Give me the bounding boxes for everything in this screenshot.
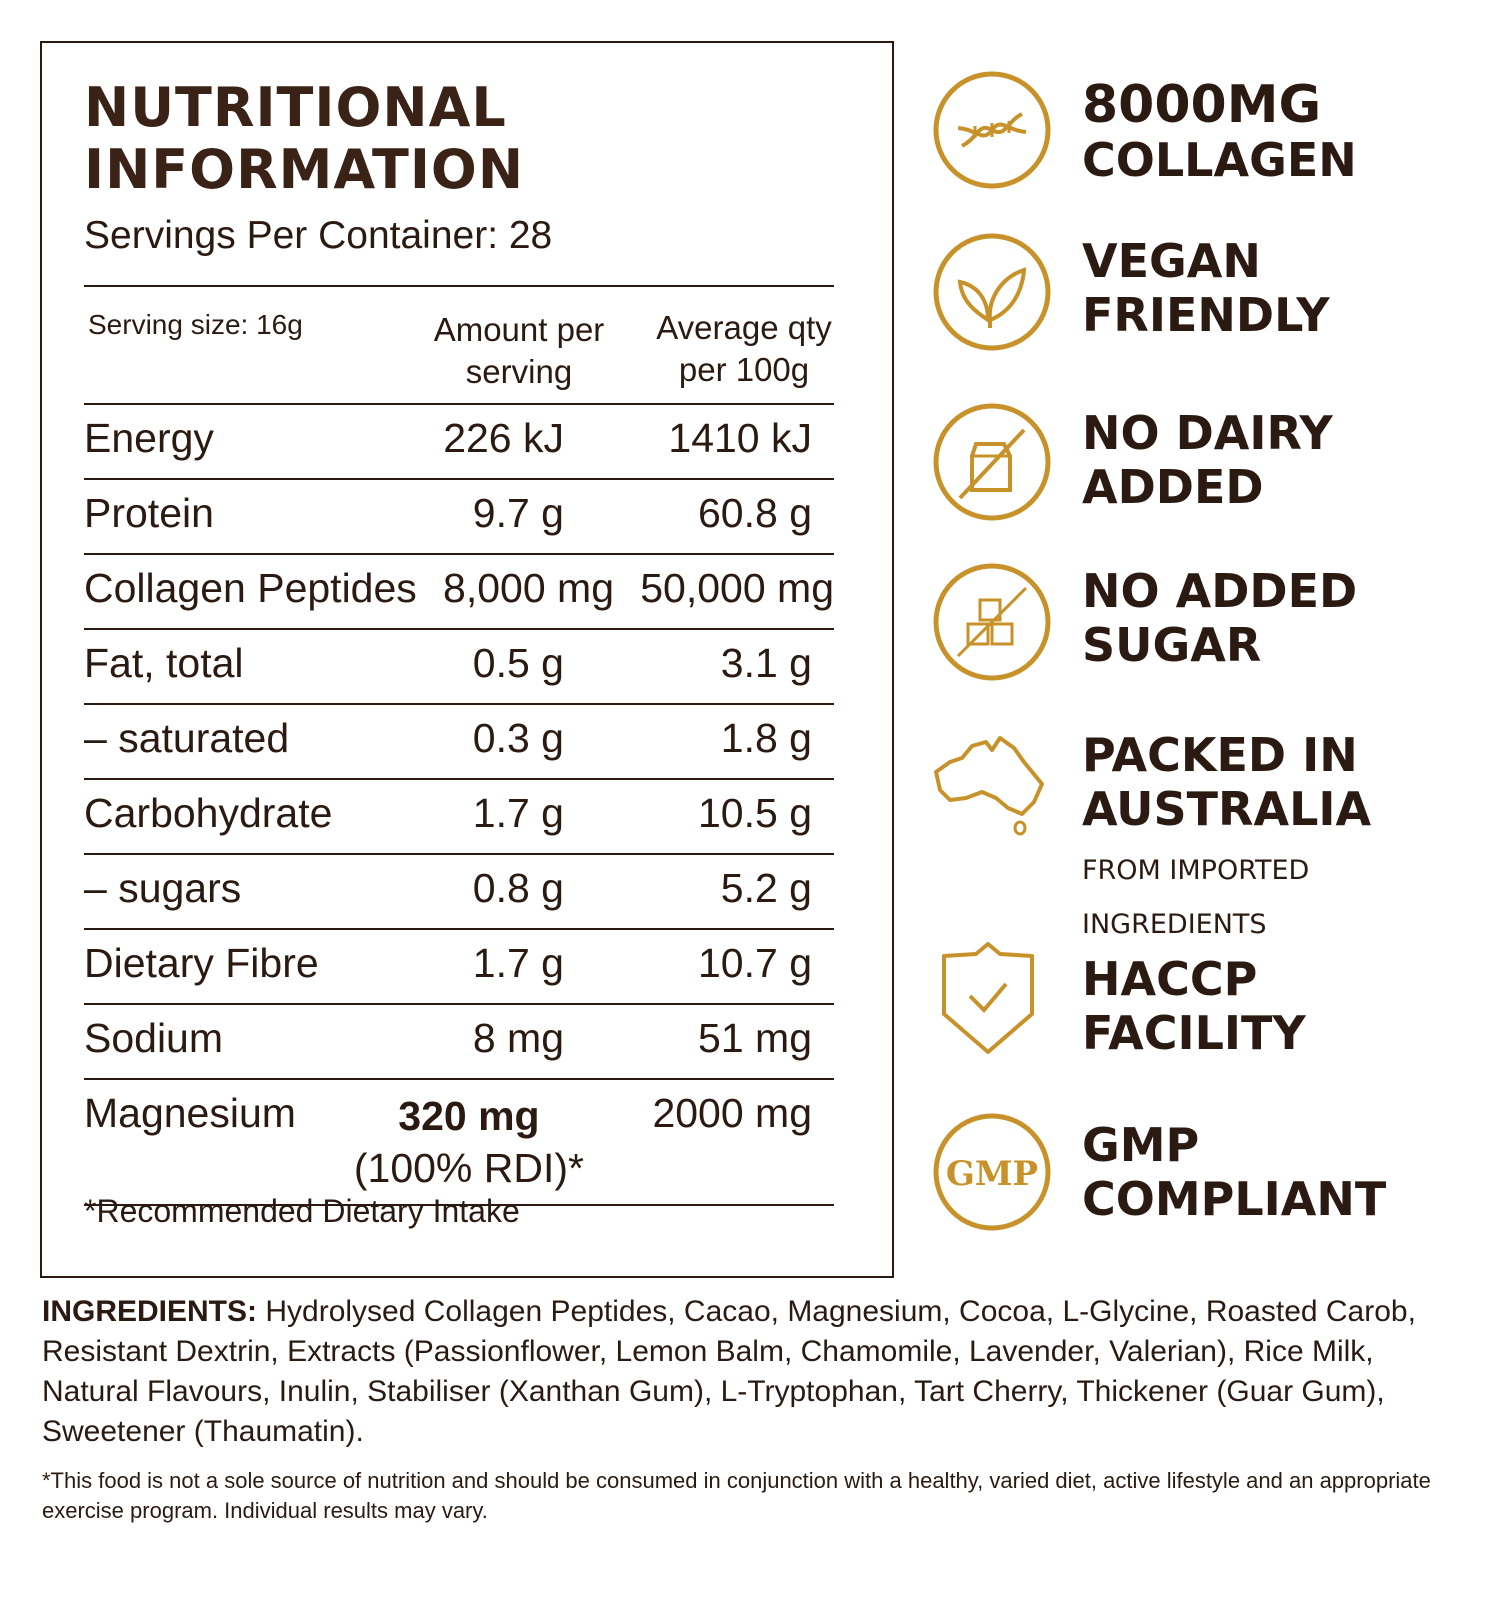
per-serving-value: 8,000 mg: [443, 565, 614, 611]
nutrient-name: Dietary Fibre: [84, 940, 319, 986]
per-serving-value: 1.7 g: [472, 790, 564, 836]
nutrient-name: Protein: [84, 490, 214, 536]
per-100g-value: 5.2 g: [720, 865, 812, 911]
nutrient-name: Collagen Peptides: [84, 565, 417, 611]
per-100g-value: 51 mg: [698, 1015, 812, 1061]
svg-text:GMP: GMP: [945, 1154, 1039, 1194]
table-row: [84, 930, 834, 1003]
table-row: [84, 1005, 834, 1078]
serving-size-label: Serving size: 16g: [88, 309, 303, 340]
badge-label: PACKED IN AUSTRALIA FROM IMPORTED INGREDIENTS: [1082, 728, 1372, 940]
badge-label: HACCP FACILITY: [1082, 952, 1306, 1060]
sugar-cubes-icon: [930, 560, 1054, 684]
per-serving-value: 0.5 g: [472, 640, 564, 686]
badge-label: 8000MG COLLAGEN: [1082, 75, 1357, 187]
table-row: [84, 630, 834, 703]
table-row: [84, 705, 834, 778]
rdi-footnote: *Recommended Dietary Intake: [84, 1193, 520, 1229]
badge-label: NO ADDED SUGAR: [1082, 564, 1358, 672]
table-row: [84, 780, 834, 853]
nutrition-table: [84, 285, 834, 1206]
per-serving-value: 0.3 g: [472, 715, 564, 761]
leaf-icon: [930, 230, 1054, 354]
per-100g-value: 50,000 mg: [640, 565, 834, 611]
nutrient-name: Sodium: [84, 1015, 224, 1061]
table-header: [84, 287, 834, 403]
australia-map-icon: [930, 728, 1054, 852]
nutrition-title: NUTRITIONAL INFORMATION: [84, 76, 525, 201]
table-row-magnesium: [84, 1080, 834, 1204]
per-serving-value: 1.7 g: [472, 940, 564, 986]
ingredients-list: [42, 1292, 1462, 1452]
per-100g-value: 3.1 g: [720, 640, 812, 686]
badge-label: NO DAIRY ADDED: [1082, 406, 1333, 514]
disclaimer-text: *This food is not a sole source of nutrition and should be consumed in conjunction with a healthy, varied diet, active lifestyle and an appropriate exercise program. Individual results may vary.: [42, 1468, 1431, 1523]
shield-check-icon: [930, 938, 1054, 1062]
per-100g-value: 10.7 g: [698, 940, 812, 986]
servings-per-container: Servings Per Container: 28: [84, 214, 553, 257]
nutrient-name: – saturated: [84, 715, 290, 761]
badge-label: VEGAN FRIENDLY: [1082, 234, 1330, 342]
nutrient-name: – sugars: [84, 865, 242, 911]
per-serving-value: 226 kJ: [443, 415, 564, 461]
dna-icon: [930, 68, 1054, 192]
per-100g-value: 1410 kJ: [668, 415, 812, 461]
nutrient-name: Fat, total: [84, 640, 244, 686]
per-serving-value: 0.8 g: [472, 865, 564, 911]
table-row: [84, 405, 834, 478]
table-row: [84, 480, 834, 553]
gmp-seal-icon: [930, 1110, 1054, 1234]
per-100g-value: 10.5 g: [698, 790, 812, 836]
per-serving-value: 9.7 g: [472, 490, 564, 536]
ingredients-label: INGREDIENTS:: [42, 1295, 258, 1328]
nutrition-panel: [40, 41, 894, 1278]
table-row: [84, 855, 834, 928]
per-serving-value: 8 mg: [472, 1015, 564, 1061]
per-100g-value: 60.8 g: [698, 490, 812, 536]
badge-label: GMP COMPLIANT: [1082, 1118, 1387, 1226]
nutrient-name: Energy: [84, 415, 214, 461]
ingredients-text: Hydrolysed Collagen Peptides, Cacao, Magnesium, Cocoa, L-Glycine, Roasted Carob, Resistant Dextrin, Extracts (Passionflower, Lemon Balm, Chamomile, Lavender, Valerian), Rice Milk, Natural Flavours, Inulin, Stabiliser (Xanthan Gum), L-Tryptophan, Tart Cherry, Thickener (Guar Gum), Sweetener (Thaumatin).: [42, 1295, 1416, 1448]
table-row: [84, 555, 834, 628]
no-dairy-icon: [930, 400, 1054, 524]
nutrient-name: Magnesium: [84, 1090, 296, 1136]
per-100g-header: Average qty per 100g: [656, 309, 832, 388]
per-100g-value: 1.8 g: [720, 715, 812, 761]
per-serving-header: Amount per serving: [433, 311, 605, 390]
nutrient-name: Carbohydrate: [84, 790, 333, 836]
per-100g-value: 2000 mg: [652, 1090, 812, 1136]
per-serving-value: 320 mg (100% RDI)*: [353, 1093, 584, 1191]
